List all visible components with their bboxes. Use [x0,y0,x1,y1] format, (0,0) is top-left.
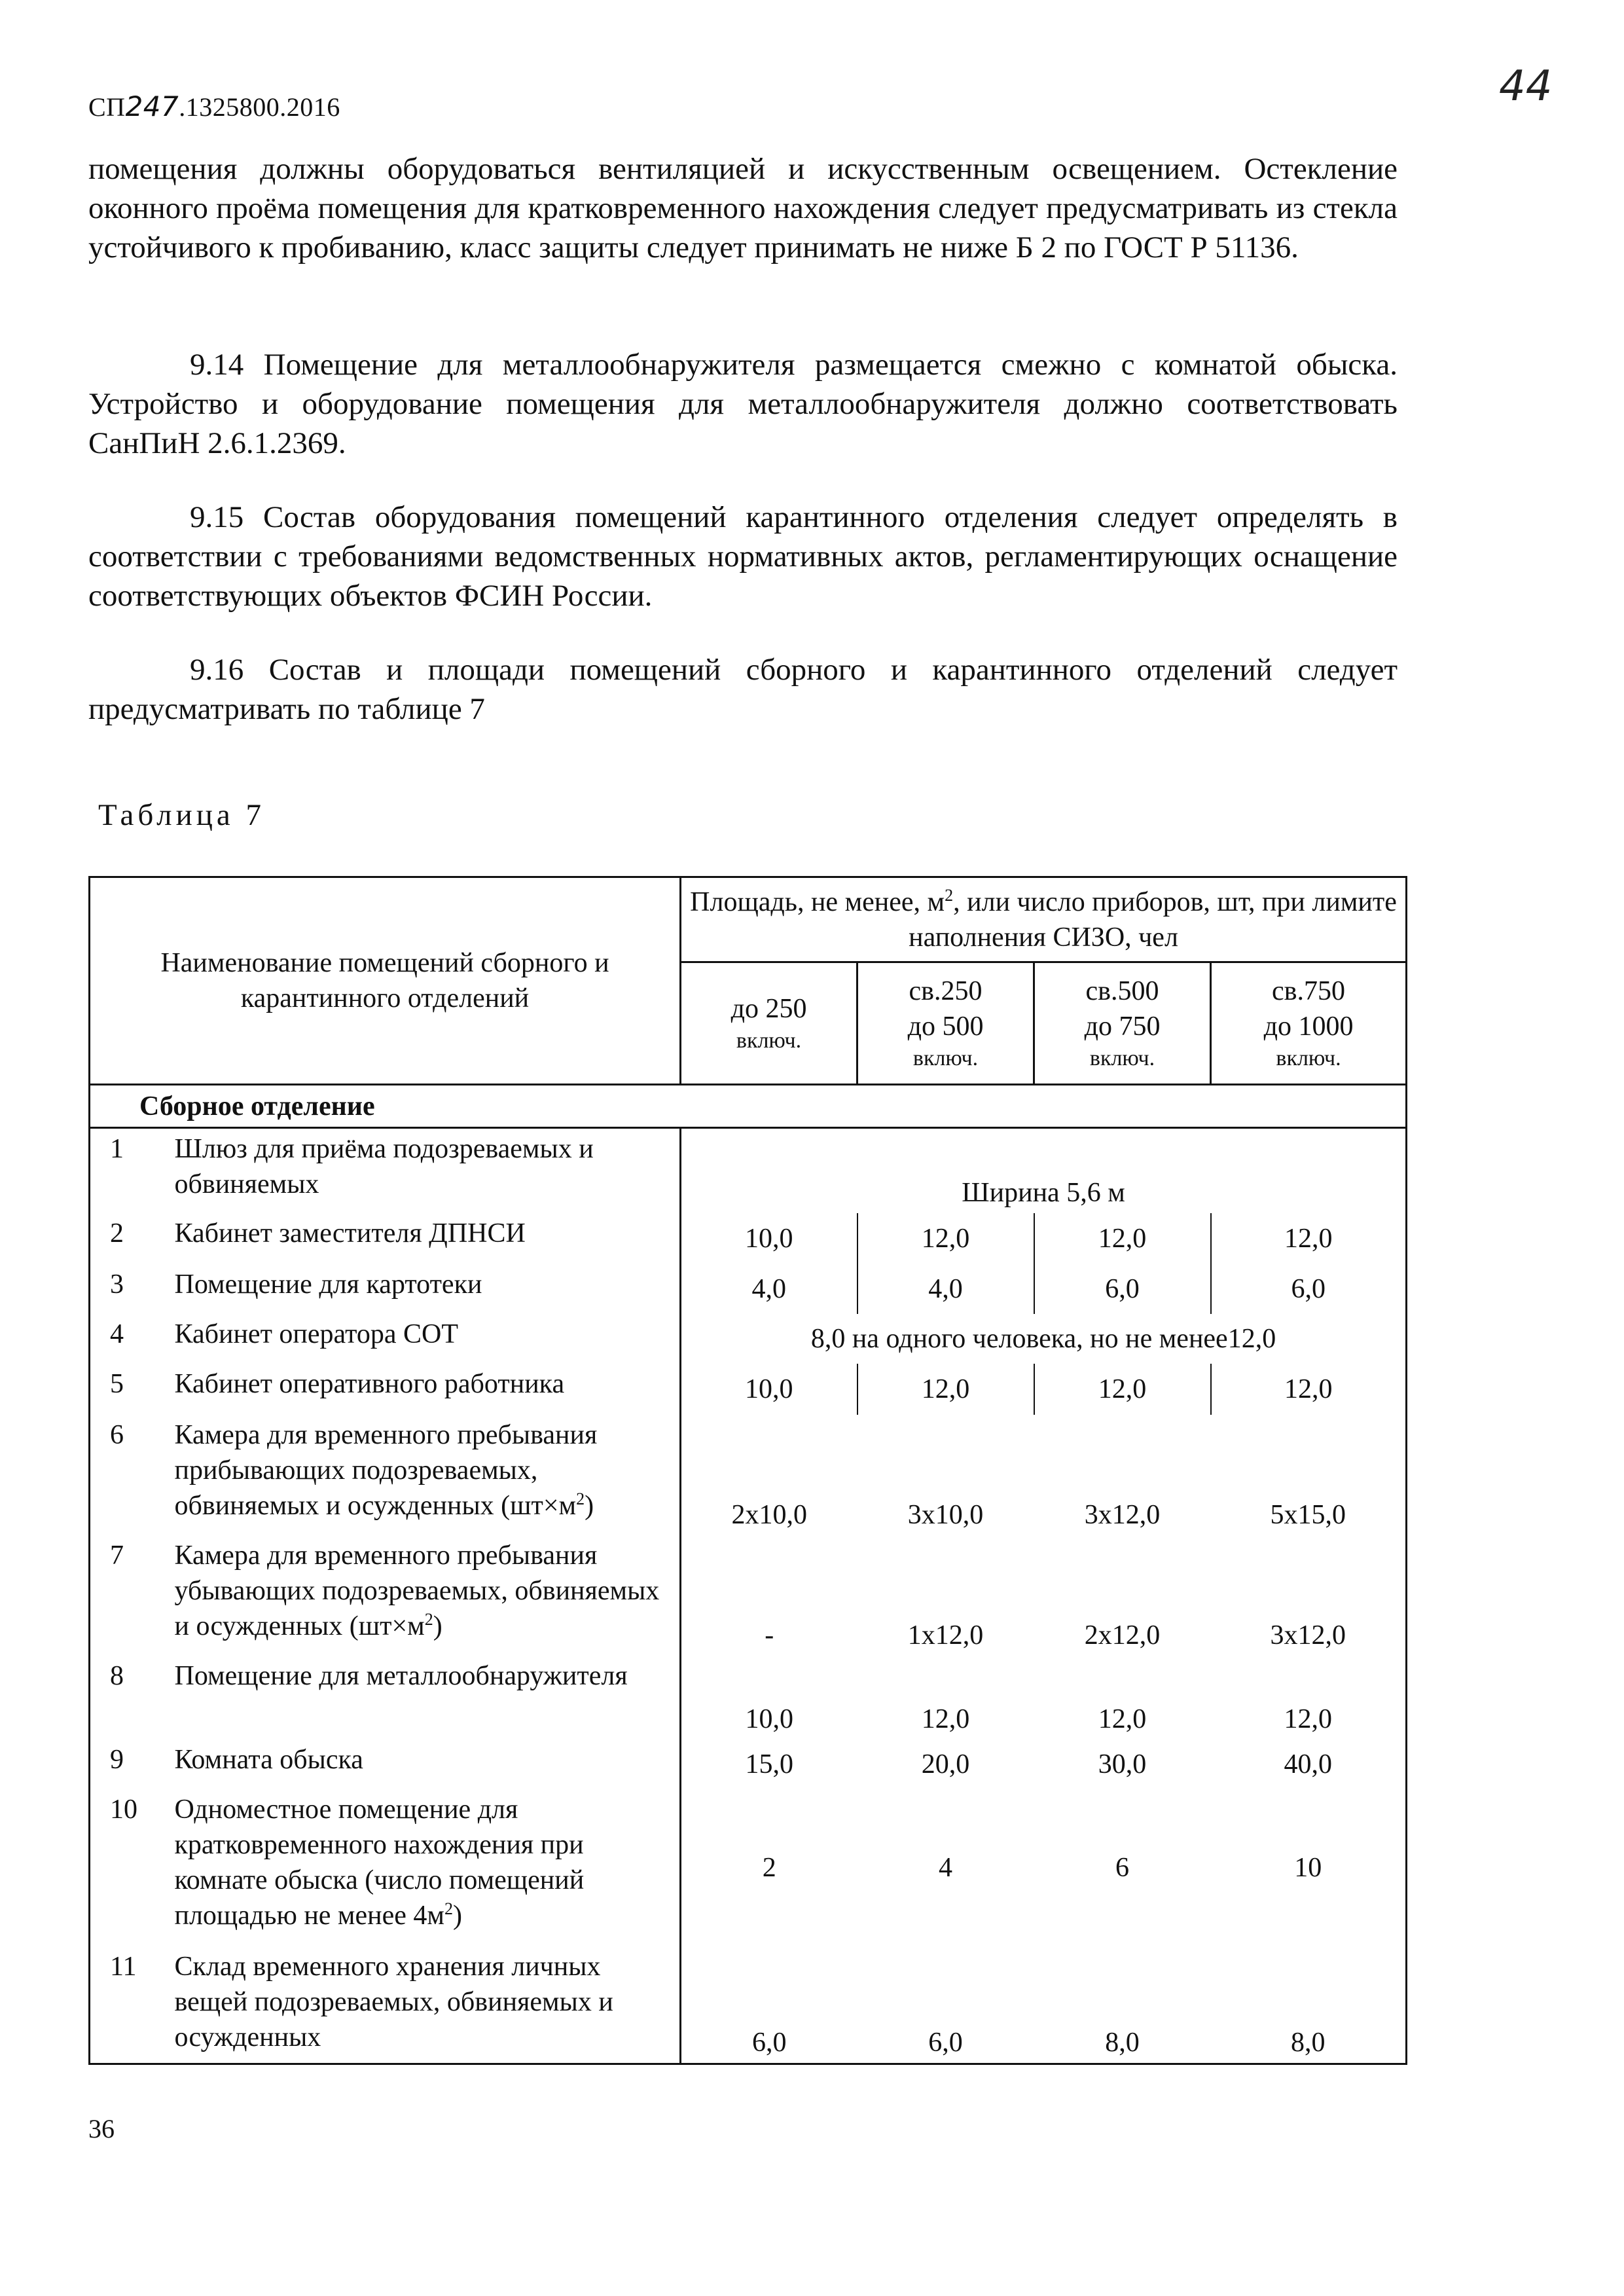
cell-value: 40,0 [1211,1740,1407,1789]
table-row [90,1314,1407,1364]
cell-value: 10 [1211,1789,1407,1946]
cell-value: 12,0 [1034,1364,1211,1415]
row-name: Помещение для металлообнаружителя [168,1656,681,1740]
header-area-text-a: Площадь, не менее, м [690,886,945,917]
table-row [90,1656,1407,1740]
cell-value: 12,0 [921,1704,970,1734]
limit-col-2-to: до 500 [907,1011,984,1042]
doc-code-suffix: .1325800.2016 [179,92,340,122]
doc-code-prefix: СП [88,92,126,122]
cell-value: 10,0 [745,1704,794,1734]
row-span-value: 8,0 на одного человека, но не менее12,0 [681,1314,1407,1364]
paragraph-9-16: 9.16 Состав и площади помещений сборного и карантинного отделений следует предусматривать по таблице 7 [88,653,1398,726]
handwritten-sheet-number: 44 [1499,62,1553,111]
cell-value: 6,0 [1211,1264,1407,1314]
doc-code-handwritten-number: 247 [125,90,179,122]
cell-value: 2 [762,1852,776,1883]
row-name: Кабинет заместителя ДПНСИ [168,1213,681,1264]
cell-value: 2x12,0 [1084,1620,1161,1650]
row-name-sup: 2 [444,1899,453,1918]
row-number: 6 [90,1415,168,1535]
limit-col-2-incl: включ. [912,1046,979,1070]
row-name-tail: ) [453,1900,462,1931]
row-name-text: Одноместное помещение для кратковременного нахождения при комнате обыска (число помещений площадью не менее 4м [174,1794,585,1931]
cell-value: 12,0 [1211,1213,1407,1264]
section-title: Сборное отделение [90,1085,1407,1128]
row-number: 8 [90,1656,168,1740]
table-row [90,1740,1407,1789]
cell-value: 6,0 [857,1946,1034,2064]
row-span-value: Ширина 5,6 м [681,1128,1407,1213]
cell-value: 30,0 [1098,1749,1147,1779]
row-name [168,1535,681,1656]
cell-value: 12,0 [857,1213,1034,1264]
cell-value: 4,0 [857,1264,1034,1314]
cell-value: 4 [939,1852,953,1883]
table-row [90,1946,1407,2064]
cell-value: 12,0 [1211,1364,1407,1415]
limit-col-3-to: до 750 [1084,1011,1161,1042]
cell-value: 12,0 [1098,1704,1147,1734]
row-number: 10 [90,1789,168,1946]
row-name-tail: ) [585,1490,594,1521]
cell-value: 6,0 [1034,1264,1211,1314]
cell-value: 5x15,0 [1211,1415,1407,1535]
cell-value: 12,0 [1211,1656,1407,1740]
limit-col-4-from: св.750 [1272,976,1346,1006]
limit-col-2-from: св.250 [909,976,983,1006]
row-number: 4 [90,1314,168,1364]
table-row [90,1213,1407,1264]
cell-value: 8,0 [1211,1946,1407,2064]
table-7 [88,876,1407,2065]
row-name: Шлюз для приёма подозреваемых и обвиняемых [168,1128,681,1213]
cell-value: 8,0 [1034,1946,1211,2064]
row-name: Кабинет оператора СОТ [168,1314,681,1364]
limit-col-1-incl: включ. [736,1029,802,1053]
row-number: 11 [90,1946,168,2064]
row-name: Кабинет оперативного работника [168,1364,681,1415]
page-number: 36 [88,2114,115,2143]
cell-value: - [765,1620,774,1650]
cell-value: 1x12,0 [907,1620,984,1650]
limit-col-3-incl: включ. [1089,1046,1155,1070]
row-name: Помещение для картотеки [168,1264,681,1314]
row-name [168,1415,681,1535]
table-row [90,1128,1407,1213]
cell-value: 10,0 [745,1223,793,1254]
paragraph-9-14: 9.14 Помещение для металлообнаружителя размещается смежно с комнатой обыска. Устройство и оборудование помещения для металлообнаружителя должно соответствовать СанПиН 2.6.1.2369. [88,348,1398,460]
row-name-text: Камера для временного пребывания прибывающих подозреваемых, обвиняемых и осужденных (шт×м [174,1419,598,1521]
row-name-text: Камера для временного пребывания убывающих подозреваемых, обвиняемых и осужденных (шт×м [174,1540,660,1641]
paragraph-continuation: помещения должны оборудоваться вентиляцией и искусственным освещением. Остекление оконного проёма помещения для кратковременного нахождения следует предусматривать из стекла устойчивого к пробиванию, класс защиты следует принимать не ниже Б 2 по ГОСТ Р 51136. [88,152,1398,264]
limit-col-4-to: до 1000 [1263,1011,1354,1042]
header-area-sup: 2 [945,885,954,905]
row-name-sup: 2 [424,1609,433,1629]
row-number: 1 [90,1128,168,1213]
row-number: 3 [90,1264,168,1314]
row-name: Комната обыска [168,1740,681,1789]
header-limit-col-1 [681,962,857,1085]
paragraph-9-15: 9.15 Состав оборудования помещений карантинного отделения следует определять в соответствии с требованиями ведомственных нормативных актов, регламентирующих оснащение соответствующих объектов ФСИН России. [88,500,1398,613]
row-name-tail: ) [433,1611,442,1641]
header-limit-col-4 [1211,962,1407,1085]
table-row [90,1264,1407,1314]
cell-value: 4,0 [751,1273,787,1304]
table-row [90,1364,1407,1415]
row-name: Склад временного хранения личных вещей подозреваемых, обвиняемых и осужденных [168,1946,681,2064]
cell-value: 3x12,0 [1084,1499,1161,1530]
header-area [681,877,1407,962]
limit-col-3-from: св.500 [1085,976,1159,1006]
row-name-sup: 2 [576,1489,585,1508]
cell-value: 2x10,0 [731,1499,808,1530]
table-row [90,1415,1407,1535]
limit-col-4-incl: включ. [1276,1046,1341,1070]
cell-value: 12,0 [857,1364,1034,1415]
cell-value: 20,0 [921,1749,970,1779]
cell-value: 15,0 [745,1749,794,1779]
table-header-row-1 [90,877,1407,962]
table-row [90,1535,1407,1656]
cell-value: 3x10,0 [907,1499,984,1530]
row-number: 2 [90,1213,168,1264]
cell-value: 10,0 [745,1374,793,1404]
table-caption: Таблица 7 [98,798,266,832]
cell-value: 6,0 [681,1946,857,2064]
row-number: 9 [90,1740,168,1789]
header-area-text-b: , или число приборов, шт, при лимите наполнения СИЗО, чел [909,886,1397,953]
cell-value: 3x12,0 [1211,1535,1407,1656]
row-number: 5 [90,1364,168,1415]
table-row [90,1789,1407,1946]
cell-value: 6 [1115,1852,1130,1883]
header-limit-col-3 [1034,962,1211,1085]
row-name [168,1789,681,1946]
cell-value: 12,0 [1034,1213,1211,1264]
limit-col-1-range: до 250 [731,994,807,1024]
section-row [90,1085,1407,1128]
header-room-name: Наименование помещений сборного и карантинного отделений [90,877,681,1085]
document-code [88,90,340,122]
header-limit-col-2 [857,962,1034,1085]
row-number: 7 [90,1535,168,1656]
